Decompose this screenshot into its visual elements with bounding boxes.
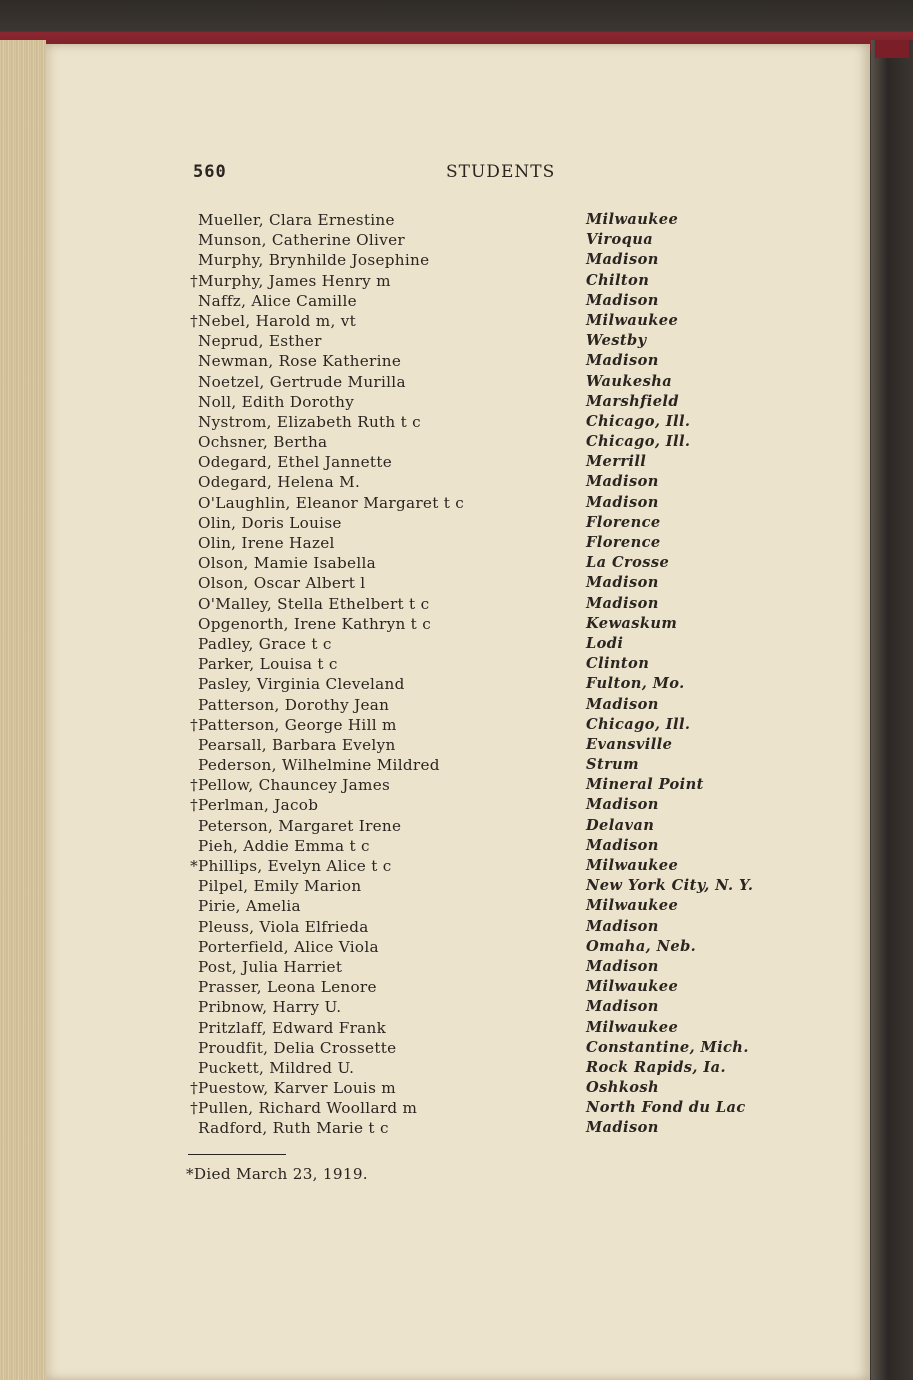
- student-hometown: Milwaukee: [586, 211, 679, 228]
- student-hometown: Madison: [586, 836, 659, 854]
- student-name: [186, 312, 356, 330]
- student-hometown: Madison: [586, 251, 659, 269]
- student-name: [186, 595, 429, 613]
- student-name-text: Mueller, Clara Ernestine: [198, 211, 395, 229]
- student-name-text: Pellow, Chauncey James: [198, 776, 391, 795]
- student-name: [186, 554, 376, 572]
- student-name-text: Odegard, Ethel Jannette: [198, 453, 393, 472]
- list-item: [0, 251, 913, 271]
- student-hometown: North Fond du Lac: [586, 1099, 746, 1117]
- footnote-rule: [188, 1154, 286, 1155]
- list-item: [0, 938, 913, 958]
- student-name: [186, 817, 401, 835]
- student-name: [186, 1059, 354, 1077]
- student-mark: †: [190, 776, 198, 795]
- list-item: [0, 837, 913, 857]
- list-item: [0, 756, 913, 776]
- student-name-text: Puestow, Karver Louis m: [198, 1079, 396, 1098]
- list-item: [0, 534, 913, 554]
- student-name: [186, 615, 431, 633]
- list-item: [0, 978, 913, 998]
- student-hometown: Madison: [586, 998, 659, 1016]
- list-item: [0, 272, 913, 292]
- student-name: [186, 958, 342, 976]
- student-name: [186, 675, 405, 693]
- student-name: [186, 453, 392, 471]
- student-hometown: Chicago, Ill.: [586, 715, 691, 733]
- student-hometown: New York City, N. Y.: [586, 877, 754, 895]
- list-item: [0, 877, 913, 897]
- student-name-text: Pilpel, Emily Marion: [198, 877, 362, 896]
- student-hometown: Madison: [586, 796, 659, 814]
- student-name: [186, 998, 341, 1016]
- student-name: [186, 716, 397, 734]
- student-name-text: Padley, Grace t c: [198, 634, 332, 653]
- student-hometown: Chicago, Ill.: [586, 433, 691, 451]
- student-name: [186, 635, 332, 653]
- student-list: [0, 211, 913, 1140]
- student-hometown: Florence: [586, 513, 661, 531]
- student-name-text: Olson, Oscar Albert l: [198, 574, 366, 593]
- list-item: [0, 615, 913, 635]
- list-item: [0, 1119, 913, 1139]
- list-item: [0, 312, 913, 332]
- student-name: [186, 272, 391, 290]
- student-name-text: Pullen, Richard Woollard m: [198, 1099, 418, 1118]
- student-name: [186, 696, 389, 714]
- student-name: [186, 352, 401, 370]
- list-item: [0, 635, 913, 655]
- student-name-text: Phillips, Evelyn Alice t c: [198, 857, 392, 875]
- student-name-text: Murphy, Brynhilde Josephine: [198, 251, 430, 270]
- student-name-text: Naffz, Alice Camille: [198, 291, 357, 310]
- list-item: [0, 473, 913, 493]
- student-name-text: Nebel, Harold m, vt: [198, 311, 357, 330]
- list-item: [0, 736, 913, 756]
- student-name-text: Munson, Catherine Oliver: [198, 231, 405, 250]
- student-name: [186, 1099, 417, 1117]
- student-name-text: Olson, Mamie Isabella: [198, 554, 376, 573]
- student-name: [186, 736, 396, 754]
- list-item: [0, 897, 913, 917]
- student-hometown: Madison: [586, 352, 659, 370]
- student-name-text: Post, Julia Harriet: [198, 957, 343, 976]
- list-item: [0, 413, 913, 433]
- student-name-text: Pederson, Wilhelmine Mildred: [198, 756, 440, 775]
- list-item: [0, 595, 913, 615]
- student-name: [186, 332, 322, 350]
- student-name: [186, 211, 395, 229]
- student-name-text: O'Laughlin, Eleanor Margaret t c: [198, 493, 465, 512]
- student-name: [186, 574, 365, 592]
- student-name-text: Pearsall, Barbara Evelyn: [198, 735, 396, 754]
- list-item: [0, 776, 913, 796]
- student-name-text: Prasser, Leona Lenore: [198, 978, 377, 997]
- student-name: [186, 1079, 396, 1097]
- student-name-text: Pasley, Virginia Cleveland: [198, 675, 405, 694]
- student-hometown: Milwaukee: [586, 897, 679, 915]
- student-hometown: Madison: [586, 917, 659, 935]
- student-name-text: Pleuss, Viola Elfrieda: [198, 917, 369, 936]
- list-item: [0, 998, 913, 1018]
- student-name-text: O'Malley, Stella Ethelbert t c: [198, 594, 430, 613]
- student-name: [186, 231, 405, 249]
- student-hometown: Milwaukee: [586, 857, 679, 874]
- student-name-text: Perlman, Jacob: [198, 796, 319, 815]
- student-name: [186, 1019, 386, 1037]
- list-item: [0, 817, 913, 837]
- student-hometown: Madison: [586, 473, 659, 491]
- student-hometown: Westby: [586, 332, 647, 350]
- page-number: 560: [193, 162, 227, 182]
- student-name-text: Ochsner, Bertha: [198, 433, 328, 452]
- student-hometown: Madison: [586, 957, 659, 975]
- list-item: [0, 857, 913, 877]
- student-hometown: Madison: [586, 594, 659, 612]
- student-hometown: Delavan: [586, 816, 655, 834]
- student-hometown: Marshfield: [586, 392, 679, 410]
- student-name: [186, 514, 342, 532]
- student-hometown: Chicago, Ill.: [586, 412, 691, 430]
- list-item: [0, 675, 913, 695]
- student-hometown: Lodi: [586, 634, 624, 652]
- student-name-text: Proudfit, Delia Crossette: [198, 1038, 397, 1057]
- list-item: [0, 373, 913, 393]
- student-hometown: Evansville: [586, 735, 673, 753]
- student-name: [186, 756, 440, 774]
- student-name-text: Pritzlaff, Edward Frank: [198, 1018, 387, 1037]
- student-hometown: Oshkosh: [586, 1079, 660, 1097]
- student-hometown: Strum: [586, 756, 640, 774]
- student-name-text: Nystrom, Elizabeth Ruth t c: [198, 412, 421, 431]
- student-mark: †: [190, 271, 198, 290]
- student-name-text: Noetzel, Gertrude Murilla: [198, 372, 406, 391]
- student-name: [186, 655, 338, 673]
- list-item: [0, 958, 913, 978]
- student-mark: †: [190, 796, 198, 815]
- list-item: [0, 393, 913, 413]
- student-name-text: Neprud, Esther: [198, 332, 322, 351]
- student-hometown: Waukesha: [586, 372, 673, 390]
- student-hometown: Mineral Point: [586, 776, 704, 794]
- student-name-text: Noll, Edith Dorothy: [198, 392, 355, 411]
- list-item: [0, 231, 913, 251]
- student-name: [186, 837, 370, 855]
- student-name-text: Radford, Ruth Marie t c: [198, 1119, 389, 1138]
- page-header: [0, 162, 913, 188]
- student-mark: *: [190, 857, 198, 875]
- list-item: [0, 696, 913, 716]
- list-item: [0, 554, 913, 574]
- running-head: STUDENTS: [446, 162, 556, 182]
- student-hometown: Constantine, Mich.: [586, 1038, 749, 1056]
- student-hometown: Merrill: [586, 453, 647, 471]
- student-name-text: Olin, Irene Hazel: [198, 534, 335, 552]
- student-name: [186, 433, 327, 451]
- list-item: [0, 1039, 913, 1059]
- student-name: [186, 494, 464, 512]
- student-name-text: Olin, Doris Louise: [198, 513, 342, 532]
- student-name-text: Newman, Rose Katherine: [198, 352, 402, 371]
- list-item: [0, 352, 913, 372]
- list-item: [0, 918, 913, 938]
- student-name-text: Odegard, Helena M.: [198, 473, 361, 492]
- student-hometown: Milwaukee: [586, 311, 679, 329]
- student-hometown: Milwaukee: [586, 1018, 679, 1036]
- student-hometown: Clinton: [586, 655, 650, 673]
- list-item: [0, 796, 913, 816]
- student-hometown: Rock Rapids, Ia.: [586, 1058, 726, 1076]
- list-item: [0, 716, 913, 736]
- student-hometown: Kewaskum: [586, 614, 678, 632]
- student-name-text: Peterson, Margaret Irene: [198, 816, 402, 835]
- list-item: [0, 514, 913, 534]
- student-hometown: Chilton: [586, 271, 650, 289]
- student-hometown: Viroqua: [586, 231, 654, 249]
- list-item: [0, 1059, 913, 1079]
- student-name: [186, 413, 421, 431]
- student-name: [186, 251, 429, 269]
- student-name: [186, 938, 379, 956]
- student-name: [186, 918, 369, 936]
- list-item: [0, 1019, 913, 1039]
- list-item: [0, 494, 913, 514]
- list-item: [0, 1079, 913, 1099]
- student-name-text: Porterfield, Alice Viola: [198, 937, 379, 956]
- student-name-text: Pirie, Amelia: [198, 897, 301, 916]
- student-name-text: Pribnow, Harry U.: [198, 998, 342, 1017]
- cover-red-edge: [875, 40, 909, 58]
- list-item: [0, 655, 913, 675]
- student-name-text: Parker, Louisa t c: [198, 655, 338, 674]
- student-name: [186, 978, 377, 996]
- student-name: [186, 857, 392, 875]
- student-mark: †: [190, 1099, 198, 1118]
- student-name-text: Opgenorth, Irene Kathryn t c: [198, 614, 432, 633]
- list-item: [0, 1099, 913, 1119]
- student-mark: †: [190, 311, 198, 330]
- student-hometown: Madison: [586, 493, 659, 511]
- student-hometown: Omaha, Neb.: [586, 937, 697, 955]
- list-item: [0, 292, 913, 312]
- student-mark: †: [190, 1079, 198, 1098]
- student-name: [186, 393, 354, 411]
- student-name: [186, 796, 318, 814]
- student-name-text: Patterson, George Hill m: [198, 715, 397, 734]
- student-name-text: Murphy, James Henry m: [198, 271, 391, 290]
- student-name: [186, 776, 390, 794]
- student-name: [186, 292, 357, 310]
- student-name: [186, 534, 335, 552]
- student-hometown: La Crosse: [586, 554, 670, 572]
- student-name: [186, 373, 406, 391]
- student-mark: †: [190, 715, 198, 734]
- student-name: [186, 473, 360, 491]
- student-hometown: Madison: [586, 291, 659, 309]
- student-hometown: Milwaukee: [586, 978, 679, 996]
- student-name: [186, 1119, 389, 1137]
- student-hometown: Madison: [586, 695, 659, 713]
- student-name: [186, 897, 301, 915]
- list-item: [0, 211, 913, 231]
- student-name-text: Puckett, Mildred U.: [198, 1058, 355, 1077]
- list-item: [0, 453, 913, 473]
- footnote: *Died March 23, 1919.: [186, 1165, 368, 1183]
- student-name-text: Patterson, Dorothy Jean: [198, 695, 390, 714]
- student-hometown: Madison: [586, 1119, 659, 1137]
- student-hometown: Florence: [586, 534, 661, 551]
- student-hometown: Fulton, Mo.: [586, 675, 685, 693]
- list-item: [0, 332, 913, 352]
- student-name: [186, 1039, 396, 1057]
- student-name-text: Pieh, Addie Emma t c: [198, 836, 370, 855]
- list-item: [0, 433, 913, 453]
- student-name: [186, 877, 361, 895]
- student-hometown: Madison: [586, 574, 659, 592]
- list-item: [0, 574, 913, 594]
